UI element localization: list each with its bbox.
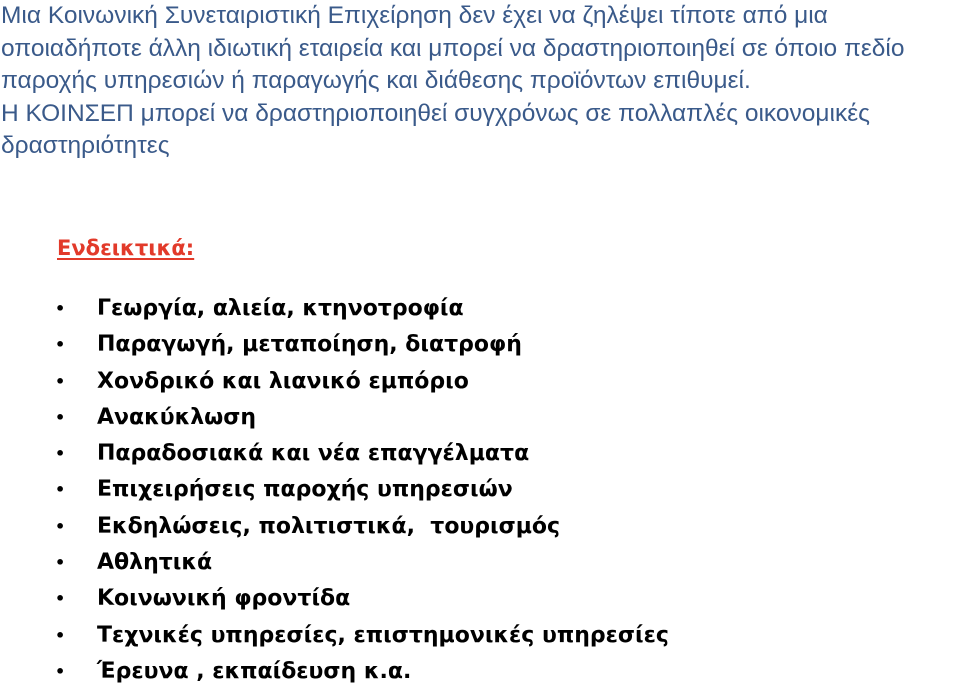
list-item xyxy=(0,472,669,508)
list-item xyxy=(0,364,669,400)
bullet-icon: • xyxy=(55,625,66,645)
list-item-label: Επιχειρήσεις παροχής υπηρεσιών xyxy=(97,477,513,503)
list-item-label: Κοινωνική φροντίδα xyxy=(97,586,351,612)
bullet-icon: • xyxy=(55,299,66,318)
intro-paragraph-1: Μια Κοινωνική Συνεταιριστική Επιχείρηση δεν έχει να ζηλέψει τίποτε από μια οποιαδήποτε άλλη ιδιωτική εταιρεία και μπορεί να δραστηριοποιηθεί σε όποιο πεδίο παροχής υπηρεσιών ή παραγωγής και διάθεσης προϊόντων επιθυμεί. xyxy=(1,2,905,94)
bullet-icon: • xyxy=(55,553,66,573)
list-item-label: Γεωργία, αλιεία, κτηνοτροφία xyxy=(97,296,464,321)
bullet-icon: • xyxy=(55,589,66,609)
list-item-label: Παραγωγή, μεταποίηση, διατροφή xyxy=(97,332,522,358)
list-item xyxy=(0,436,669,472)
bullet-icon: • xyxy=(55,335,66,355)
list-item-label: Εκδηλώσεις, πολιτιστικά, τουρισμός xyxy=(97,513,561,539)
list-item xyxy=(0,581,669,617)
intro-paragraph-2: Η ΚΟΙΝΣΕΠ μπορεί να δραστηριοποιηθεί συγχρόνως σε πολλαπλές οικονομικές δραστηριότητες xyxy=(1,99,870,159)
list-item-label: Αθλητικά xyxy=(97,550,213,576)
list-item-label: Τεχνικές υπηρεσίες, επιστημονικές υπηρεσίες xyxy=(97,622,669,648)
intro-text xyxy=(1,0,956,163)
bullet-icon: • xyxy=(55,516,66,536)
bullet-icon: • xyxy=(55,444,66,464)
list-item-label: Χονδρικό και λιανικό εμπόριο xyxy=(97,368,469,394)
list-item xyxy=(0,654,669,690)
bullet-icon: • xyxy=(55,407,66,427)
list-heading: Ενδεικτικά: xyxy=(57,236,195,260)
bullet-icon: • xyxy=(55,371,66,391)
list-item-label: Παραδοσιακά και νέα επαγγέλματα xyxy=(97,441,530,467)
list-item xyxy=(0,291,669,327)
list-item xyxy=(0,400,669,436)
bullet-icon: • xyxy=(55,661,66,681)
list-item-label: Έρευνα , εκπαίδευση κ.α. xyxy=(97,658,412,684)
bullet-icon: • xyxy=(55,480,66,500)
activity-list xyxy=(0,291,669,690)
list-item xyxy=(0,618,669,654)
list-item-label: Ανακύκλωση xyxy=(97,404,257,430)
list-item xyxy=(0,545,669,581)
list-item xyxy=(0,509,669,545)
list-item xyxy=(0,327,669,363)
